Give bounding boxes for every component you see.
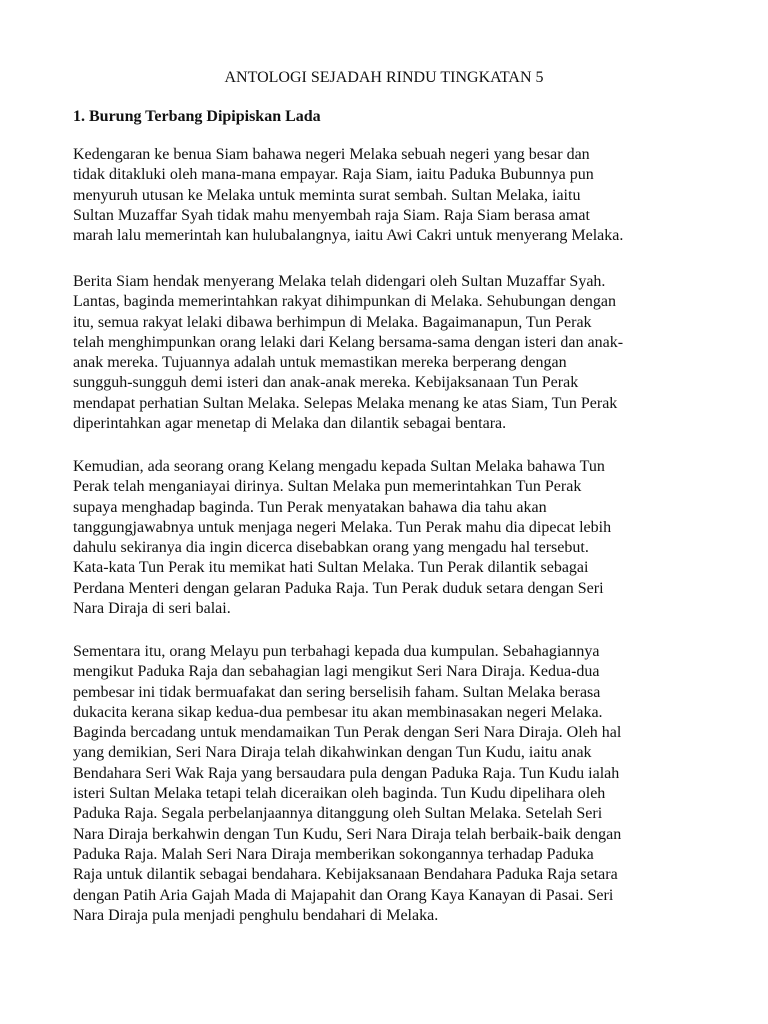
text-line: dengan Patih Aria Gajah Mada di Majapahit dan Orang Kaya Kanayan di Pasai. Seri [73, 886, 614, 904]
paragraph-4 [73, 642, 703, 926]
paragraph-1 [73, 145, 703, 246]
text-line: Raja untuk dilantik sebagai bendahara. Kebijaksanaan Bendahara Paduka Raja setara [73, 866, 618, 884]
text-line: supaya menghadap baginda. Tun Perak menyatakan bahawa dia tahu akan [73, 498, 547, 516]
text-line: isteri Sultan Melaka tetapi telah diceraikan oleh baginda. Tun Kudu dipelihara oleh [73, 785, 606, 803]
text-line: tanggungjawabnya untuk menjaga negeri Melaka. Tun Perak mahu dia dipecat lebih [73, 518, 612, 536]
paragraph-2 [73, 272, 703, 434]
text-line: Nara Diraja di seri balai. [73, 600, 231, 618]
text-line: yang demikian, Seri Nara Diraja telah dikahwinkan dengan Tun Kudu, iaitu anak [73, 744, 592, 762]
text-line: Nara Diraja berkahwin dengan Tun Kudu, Seri Nara Diraja telah berbaik-baik dengan [73, 825, 622, 843]
text-line: Kata-kata Tun Perak itu memikat hati Sultan Melaka. Tun Perak dilantik sebagai [73, 559, 589, 577]
text-line: Kedengaran ke benua Siam bahawa negeri Melaka sebuah negeri yang besar dan [73, 146, 590, 163]
text-line: Perak telah menganiayai dirinya. Sultan Melaka pun memerintahkan Tun Perak [73, 478, 582, 496]
text-line: mendapat perhatian Sultan Melaka. Selepas Melaka menang ke atas Siam, Tun Perak [73, 394, 618, 412]
text-line: Kemudian, ada seorang orang Kelang mengadu kepada Sultan Melaka bahawa Tun [73, 458, 605, 475]
text-line: Nara Diraja pula menjadi penghulu bendahari di Melaka. [73, 906, 439, 924]
text-line: menyuruh utusan ke Melaka untuk meminta surat sembah. Sultan Melaka, iaitu [73, 186, 581, 204]
text-line: Baginda bercadang untuk mendamaikan Tun Perak dengan Seri Nara Diraja. Oleh hal [73, 724, 622, 742]
text-line: Paduka Raja. Segala perbelanjaannya ditanggung oleh Sultan Melaka. Setelah Seri [73, 805, 603, 823]
text-line: itu, semua rakyat lelaki dibawa berhimpun di Melaka. Bagaimanapun, Tun Perak [73, 313, 592, 331]
paragraph-3 [73, 457, 703, 619]
text-line: sungguh-sungguh demi isteri dan anak-anak mereka. Kebijaksanaan Tun Perak [73, 374, 579, 392]
text-line: Berita Siam hendak menyerang Melaka telah didengari oleh Sultan Muzaffar Syah. [73, 273, 606, 290]
text-line: telah menghimpunkan orang lelaki dari Kelang bersama-sama dengan isteri dan anak- [73, 333, 624, 351]
text-line: mengikut Paduka Raja dan sebahagian lagi mengikut Seri Nara Diraja. Kedua-dua [73, 663, 600, 681]
text-line: Bendahara Seri Wak Raja yang bersaudara pula dengan Paduka Raja. Tun Kudu ialah [73, 764, 620, 782]
text-line: Paduka Raja. Malah Seri Nara Diraja memberikan sokongannya terhadap Paduka [73, 845, 594, 863]
text-line: Lantas, baginda memerintahkan rakyat dihimpunkan di Melaka. Sehubungan dengan [73, 293, 616, 311]
text-line: diperintahkan agar menetap di Melaka dan dilantik sebagai bentara. [73, 415, 507, 433]
text-line: dahulu sekiranya dia ingin dicerca disebabkan orang yang mengadu hal tersebut. [73, 539, 589, 557]
text-line: tidak ditakluki oleh mana-mana empayar. Raja Siam, iaitu Paduka Bubunnya pun [73, 166, 594, 184]
document-title: ANTOLOGI SEJADAH RINDU TINGKATAN 5 [224, 69, 544, 86]
text-line: anak mereka. Tujuannya adalah untuk memastikan mereka berperang dengan [73, 354, 567, 372]
text-line: dukacita kerana sikap kedua-dua pembesar itu akan membinasakan negeri Melaka. [73, 703, 603, 721]
text-line: pembesar ini tidak bermuafakat dan sering berselisih faham. Sultan Melaka berasa [73, 683, 601, 701]
text-line: Sultan Muzaffar Syah tidak mahu menyembah raja Siam. Raja Siam berasa amat [73, 206, 590, 224]
text-line: Perdana Menteri dengan gelaran Paduka Raja. Tun Perak duduk setara dengan Seri [73, 579, 604, 597]
section-heading: 1. Burung Terbang Dipipiskan Lada [73, 108, 321, 125]
text-line: Sementara itu, orang Melayu pun terbahagi kepada dua kumpulan. Sebahagiannya [73, 643, 600, 660]
text-line: marah lalu memerintah kan hulubalangnya, iaitu Awi Cakri untuk menyerang Melaka. [73, 227, 624, 245]
